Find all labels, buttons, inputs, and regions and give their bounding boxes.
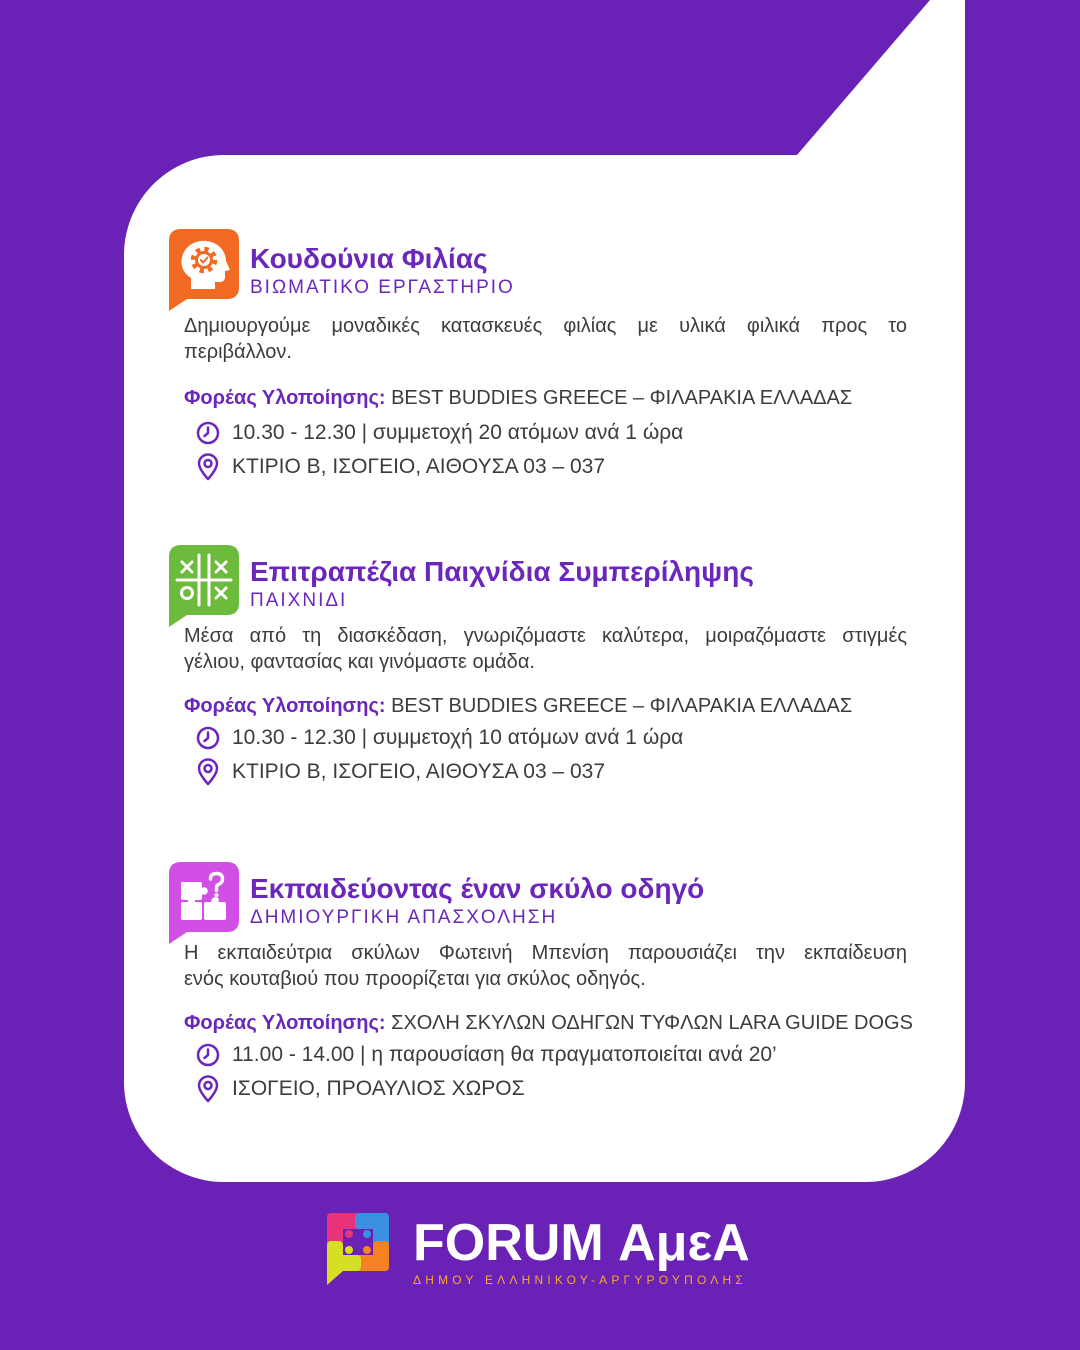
clock-icon bbox=[196, 421, 220, 445]
clock-icon bbox=[196, 726, 220, 750]
location-pin-icon bbox=[196, 453, 220, 481]
head-gear-check-icon bbox=[169, 229, 239, 311]
location-text: ΚΤΙΡΙΟ Β, ΙΣΟΓΕΙΟ, ΑΙΘΟΥΣΑ 03 – 037 bbox=[232, 455, 606, 478]
clock-icon bbox=[196, 1043, 220, 1067]
schedule-row bbox=[196, 724, 936, 752]
event-category: ΔΗΜΙΟΥΡΓΙΚΗ ΑΠΑΣΧΟΛΗΣΗ bbox=[250, 907, 558, 928]
puzzle-question-icon bbox=[169, 862, 239, 944]
organizer-label: Φορέας Υλοποίησης: bbox=[184, 1012, 386, 1034]
tic-tac-toe-icon bbox=[169, 545, 239, 627]
organizer-line bbox=[184, 385, 852, 411]
brand-tagline: ΔΗΜΟΥ ΕΛΛΗΝΙΚΟΥ-ΑΡΓΥΡΟΥΠΟΛΗΣ bbox=[413, 1273, 747, 1287]
description-line: Μέσα από τη διασκέδαση, γνωριζόμαστε καλύτερα, μοιραζόμαστε στιγμές bbox=[184, 625, 907, 647]
location-pin-icon bbox=[196, 758, 220, 786]
description-line: Δημιουργούμε μοναδικές κατασκευές φιλίας με υλικά φιλικά προς το bbox=[184, 315, 907, 337]
event-card-3 bbox=[0, 862, 1080, 1112]
organizer-name: ΣΧΟΛΗ ΣΚΥΛΩΝ ΟΔΗΓΩΝ ΤΥΦΛΩΝ LARA GUIDE DOGS bbox=[391, 1012, 913, 1034]
schedule-row bbox=[196, 419, 936, 447]
schedule-text: 10.30 - 12.30 | συμμετοχή 10 ατόμων ανά 1 ώρα bbox=[232, 726, 684, 749]
event-description bbox=[184, 623, 907, 675]
organizer-label: Φορέας Υλοποίησης: bbox=[184, 387, 386, 409]
description-line: γέλιου, φαντασίας και γινόμαστε ομάδα. bbox=[184, 651, 535, 673]
organizer-line bbox=[184, 1010, 913, 1036]
location-row bbox=[196, 453, 936, 481]
event-title: Επιτραπέζια Παιχνίδια Συμπερίληψης bbox=[250, 556, 754, 587]
location-text: ΙΣΟΓΕΙΟ, ΠΡΟΑΥΛΙΟΣ ΧΩΡΟΣ bbox=[232, 1077, 525, 1100]
description-line: περιβάλλον. bbox=[184, 341, 292, 363]
schedule-row bbox=[196, 1041, 936, 1069]
location-row bbox=[196, 1075, 936, 1103]
event-title: Εκπαιδεύοντας έναν σκύλο οδηγό bbox=[250, 873, 705, 904]
event-card-1 bbox=[0, 232, 1080, 482]
event-title: Κουδούνια Φιλίας bbox=[250, 243, 488, 274]
forum-amea-logo-icon bbox=[327, 1213, 389, 1285]
schedule-text: 10.30 - 12.30 | συμμετοχή 20 ατόμων ανά 1 ώρα bbox=[232, 421, 684, 444]
description-line: ενός κουταβιού που προορίζεται για σκύλος οδηγός. bbox=[184, 968, 646, 990]
event-description bbox=[184, 313, 907, 365]
event-category: ΒΙΩΜΑΤΙΚΟ ΕΡΓΑΣΤΗΡΙΟ bbox=[250, 277, 515, 298]
location-pin-icon bbox=[196, 1075, 220, 1103]
organizer-name: BEST BUDDIES GREECE – ΦΙΛΑΡΑΚΙΑ ΕΛΛΑΔΑΣ bbox=[391, 695, 853, 717]
organizer-label: Φορέας Υλοποίησης: bbox=[184, 695, 386, 717]
brand-name: FORUM ΑμεΑ bbox=[413, 1214, 750, 1272]
description-line: Η εκπαιδεύτρια σκύλων Φωτεινή Μπενίση παρουσιάζει την εκπαίδευση bbox=[184, 942, 907, 964]
location-text: ΚΤΙΡΙΟ Β, ΙΣΟΓΕΙΟ, ΑΙΘΟΥΣΑ 03 – 037 bbox=[232, 760, 606, 783]
schedule-text: 11.00 - 14.00 | η παρουσίαση θα πραγματοποιείται ανά 20’ bbox=[232, 1043, 777, 1066]
location-row bbox=[196, 758, 936, 786]
organizer-name: BEST BUDDIES GREECE – ΦΙΛΑΡΑΚΙΑ ΕΛΛΑΔΑΣ bbox=[391, 387, 853, 409]
event-description bbox=[184, 940, 907, 992]
event-category: ΠΑΙΧΝΙΔΙ bbox=[250, 590, 348, 611]
organizer-line bbox=[184, 693, 852, 719]
event-card-2 bbox=[0, 545, 1080, 795]
